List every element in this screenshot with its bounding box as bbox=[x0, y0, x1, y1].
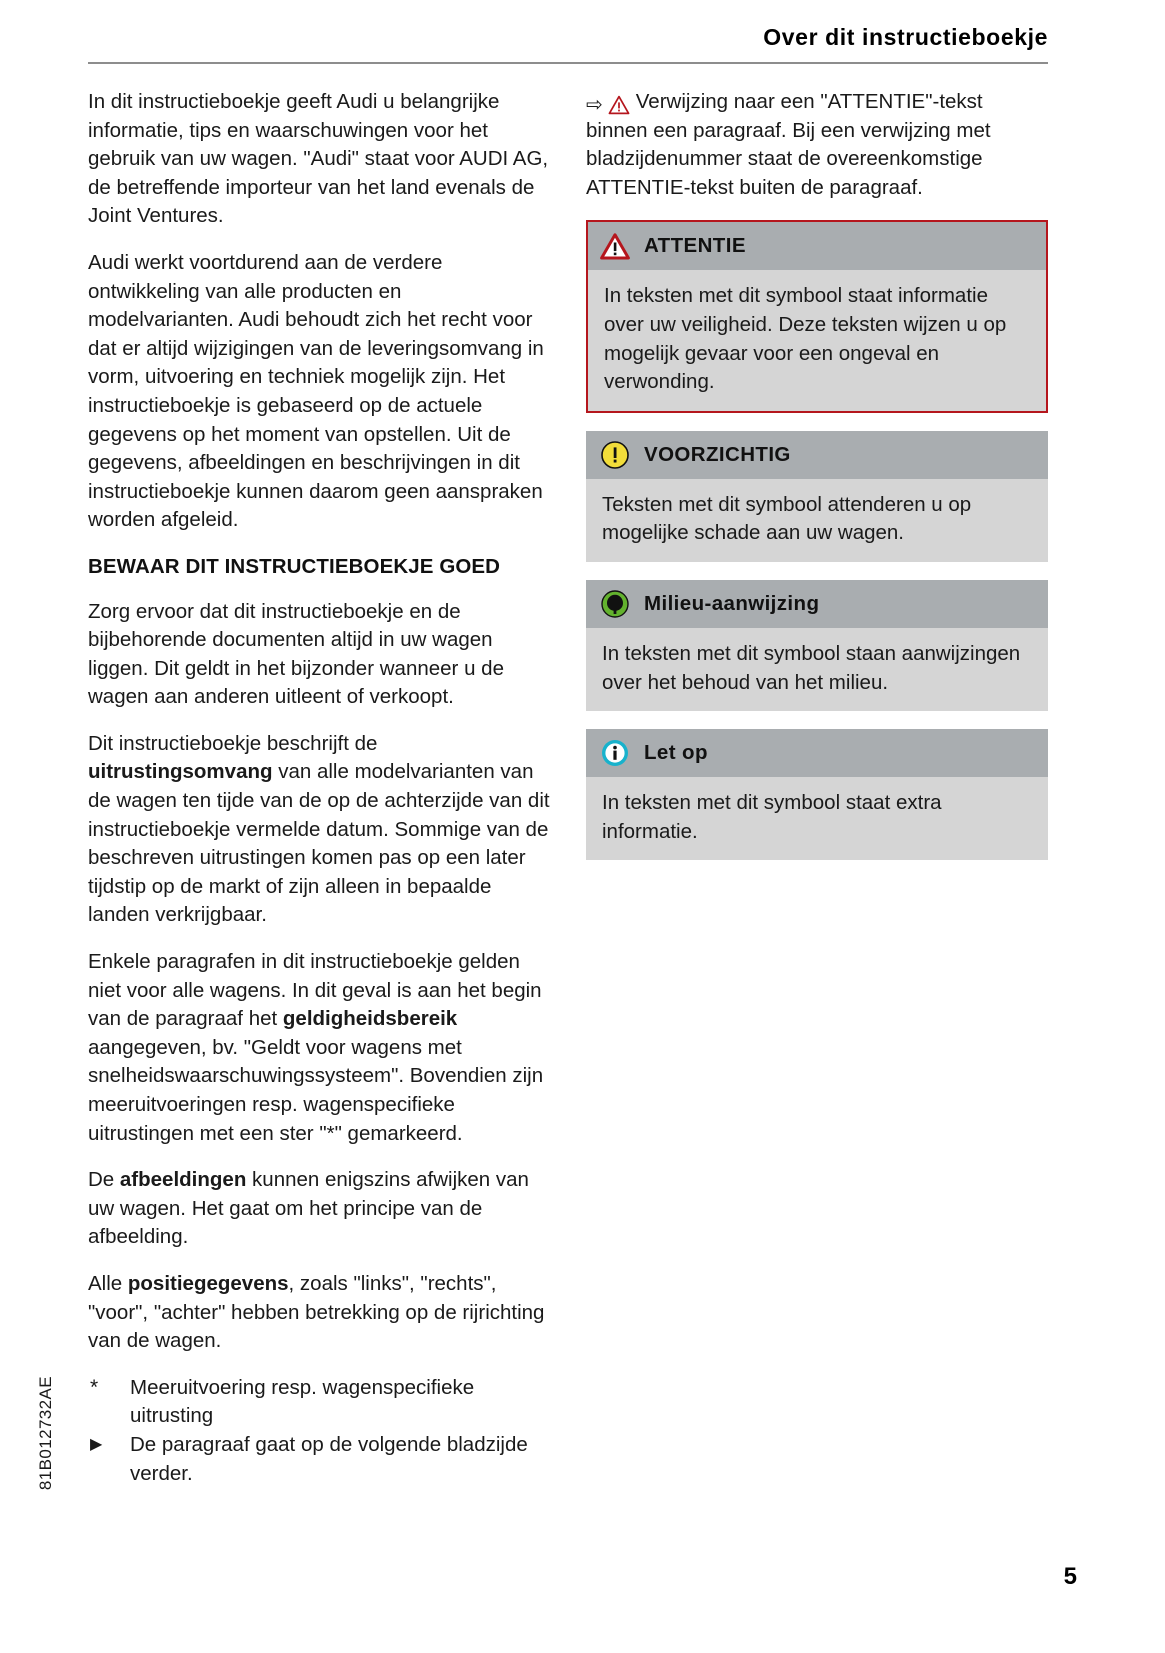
notice-text-milieu: In teksten met dit symbool staan aanwijzingen over het behoud van het milieu. bbox=[602, 641, 1021, 694]
paragraph-keep-in-car: Zorg ervoor dat dit instructieboekje en de bijbehorende documenten altijd in uw wagen liggen. Dit geldt in het bijzonder wanneer u de wagen aan anderen uitleent of verkoopt. bbox=[88, 599, 504, 709]
green-tree-circle-icon bbox=[600, 589, 630, 619]
solid-right-triangle-marker-icon: ▶ bbox=[90, 1435, 103, 1453]
paragraph-position-data-bold: positiegegevens bbox=[127, 1271, 289, 1295]
section-heading-keep-manual: BEWAAR DIT INSTRUCTIEBOEKJE GOED bbox=[88, 554, 501, 578]
notice-title-milieu: Milieu-aanwijzing bbox=[644, 591, 820, 615]
reference-icon-group bbox=[586, 95, 630, 115]
notice-text-attentie: In teksten met dit symbool staat informatie over uw veiligheid. Deze teksten wijzen u op mogelijk gevaar voor een ongeval en verwonding. bbox=[604, 284, 1007, 394]
notice-header-milieu bbox=[586, 580, 1048, 628]
paragraph-validity-range-part1: Enkele paragrafen in dit instructieboekje gelden niet voor alle wagens. In dit geval is aan het begin van de paragraaf het bbox=[88, 950, 542, 1031]
paragraph-illustrations-part2: kunnen enigszins afwijken van uw wagen. Het gaat om het principe van de afbeelding. bbox=[88, 1168, 529, 1249]
paragraph-position-data-part2: , zoals "links", "rechts", "voor", "achter" hebben betrekking op de rijrichting van de wagen. bbox=[88, 1271, 545, 1353]
paragraph-illustrations bbox=[88, 1166, 550, 1252]
yellow-exclamation-circle-icon bbox=[600, 440, 630, 470]
paragraph-equipment-scope-part1: Dit instructieboekje beschrijft de bbox=[88, 731, 378, 755]
paragraph-position-data-part1: Alle bbox=[88, 1271, 128, 1295]
footnote-list bbox=[88, 1374, 550, 1488]
part-number-text: 81B012732AE bbox=[36, 1376, 55, 1491]
reference-explanation-text: Verwijzing naar een "ATTENTIE"-tekst binnen een paragraaf. Bij een verwijzing met bladzijdenummer staat de overeenkomstige ATTENTIE-tekst buiten de paragraaf. bbox=[586, 90, 991, 199]
notice-box-milieu bbox=[586, 580, 1048, 711]
notice-title-voorzichtig: VOORZICHTIG bbox=[644, 442, 791, 466]
notice-body-attentie bbox=[588, 270, 1046, 410]
warning-triangle-icon bbox=[600, 231, 630, 261]
paragraph-reference-explanation bbox=[586, 88, 1048, 202]
header-divider bbox=[88, 62, 1048, 64]
page-title: Over dit instructieboekje bbox=[763, 24, 1048, 50]
paragraph-validity-range-bold: geldigheidsbereik bbox=[282, 1007, 458, 1031]
notice-title-letop: Let op bbox=[644, 741, 708, 765]
paragraph-development: Audi werkt voortdurend aan de verdere ontwikkeling van alle producten en modelvarianten. Audi behoudt zich het recht voor dat er altijd wijzigingen van de leveringsomvang in vorm, uitvoering en techniek mogelijk zijn. Het instructieboekje is gebaseerd op de actuele gegevens op het moment van opstellen. Uit de gegevens, afbeeldingen en beschrijvingen in dit instructieboekje kunnen daarom geen aanspraken worden afgeleid. bbox=[88, 250, 544, 532]
notice-header-voorzichtig bbox=[586, 431, 1048, 479]
paragraph-position-data bbox=[88, 1270, 550, 1356]
notice-body-voorzichtig bbox=[586, 479, 1048, 562]
left-text-column bbox=[88, 88, 550, 1488]
spine-part-number bbox=[36, 1376, 62, 1596]
footnote-text-continuation: De paragraaf gaat op de volgende bladzijde verder. bbox=[130, 1432, 528, 1485]
asterisk-marker-icon: * bbox=[90, 1375, 99, 1399]
notice-title-attentie: ATTENTIE bbox=[644, 234, 746, 258]
notice-header-attentie bbox=[588, 222, 1046, 270]
notice-text-letop: In teksten met dit symbool staat extra informatie. bbox=[602, 791, 942, 843]
page-header bbox=[88, 24, 1048, 52]
paragraph-equipment-scope-bold: uitrustingsomvang bbox=[88, 760, 273, 784]
right-content-column bbox=[586, 88, 1048, 878]
footnote-text-asterisk: Meeruitvoering resp. wagenspecifieke uitrusting bbox=[130, 1375, 475, 1428]
list-item bbox=[88, 1374, 550, 1431]
notice-body-milieu bbox=[586, 628, 1048, 711]
notice-box-voorzichtig bbox=[586, 431, 1048, 562]
notice-header-letop bbox=[586, 729, 1048, 777]
notice-body-letop bbox=[586, 777, 1048, 860]
paragraph-illustrations-bold: afbeeldingen bbox=[119, 1168, 247, 1192]
paragraph-validity-range-part2: aangegeven, bv. "Geldt voor wagens met snelheidswaarschuwingssysteem". Bovendien zijn meeruitvoeringen resp. wagenspecifieke uitrustingen met een ster "*" gemarkeerd. bbox=[88, 1035, 544, 1145]
arrow-right-icon: ⇨ bbox=[586, 94, 603, 116]
paragraph-illustrations-part1: De bbox=[88, 1168, 120, 1192]
page-number: 5 bbox=[1063, 1563, 1077, 1590]
list-item bbox=[88, 1431, 550, 1488]
notice-text-voorzichtig: Teksten met dit symbool attenderen u op mogelijke schade aan uw wagen. bbox=[602, 492, 972, 545]
paragraph-intro: In dit instructieboekje geeft Audi u belangrijke informatie, tips en waarschuwingen voor het gebruik van uw wagen. "Audi" staat voor AUDI AG, de betreffende importeur van het land evenals de Joint Ventures. bbox=[88, 90, 549, 228]
warning-triangle-icon bbox=[608, 95, 630, 115]
notice-box-letop bbox=[586, 729, 1048, 860]
paragraph-validity-range bbox=[88, 948, 550, 1148]
paragraph-equipment-scope bbox=[88, 730, 550, 930]
notice-box-attentie bbox=[586, 220, 1048, 412]
info-circle-icon bbox=[600, 738, 630, 768]
paragraph-equipment-scope-part2: van alle modelvarianten van de wagen ten tijde van de op de achterzijde van dit instructieboekje vermelde datum. Sommige van de beschreven uitrustingen komen pas op een later tijdstip op de markt of zijn alleen in bepaalde landen verkrijgbaar. bbox=[88, 760, 550, 927]
